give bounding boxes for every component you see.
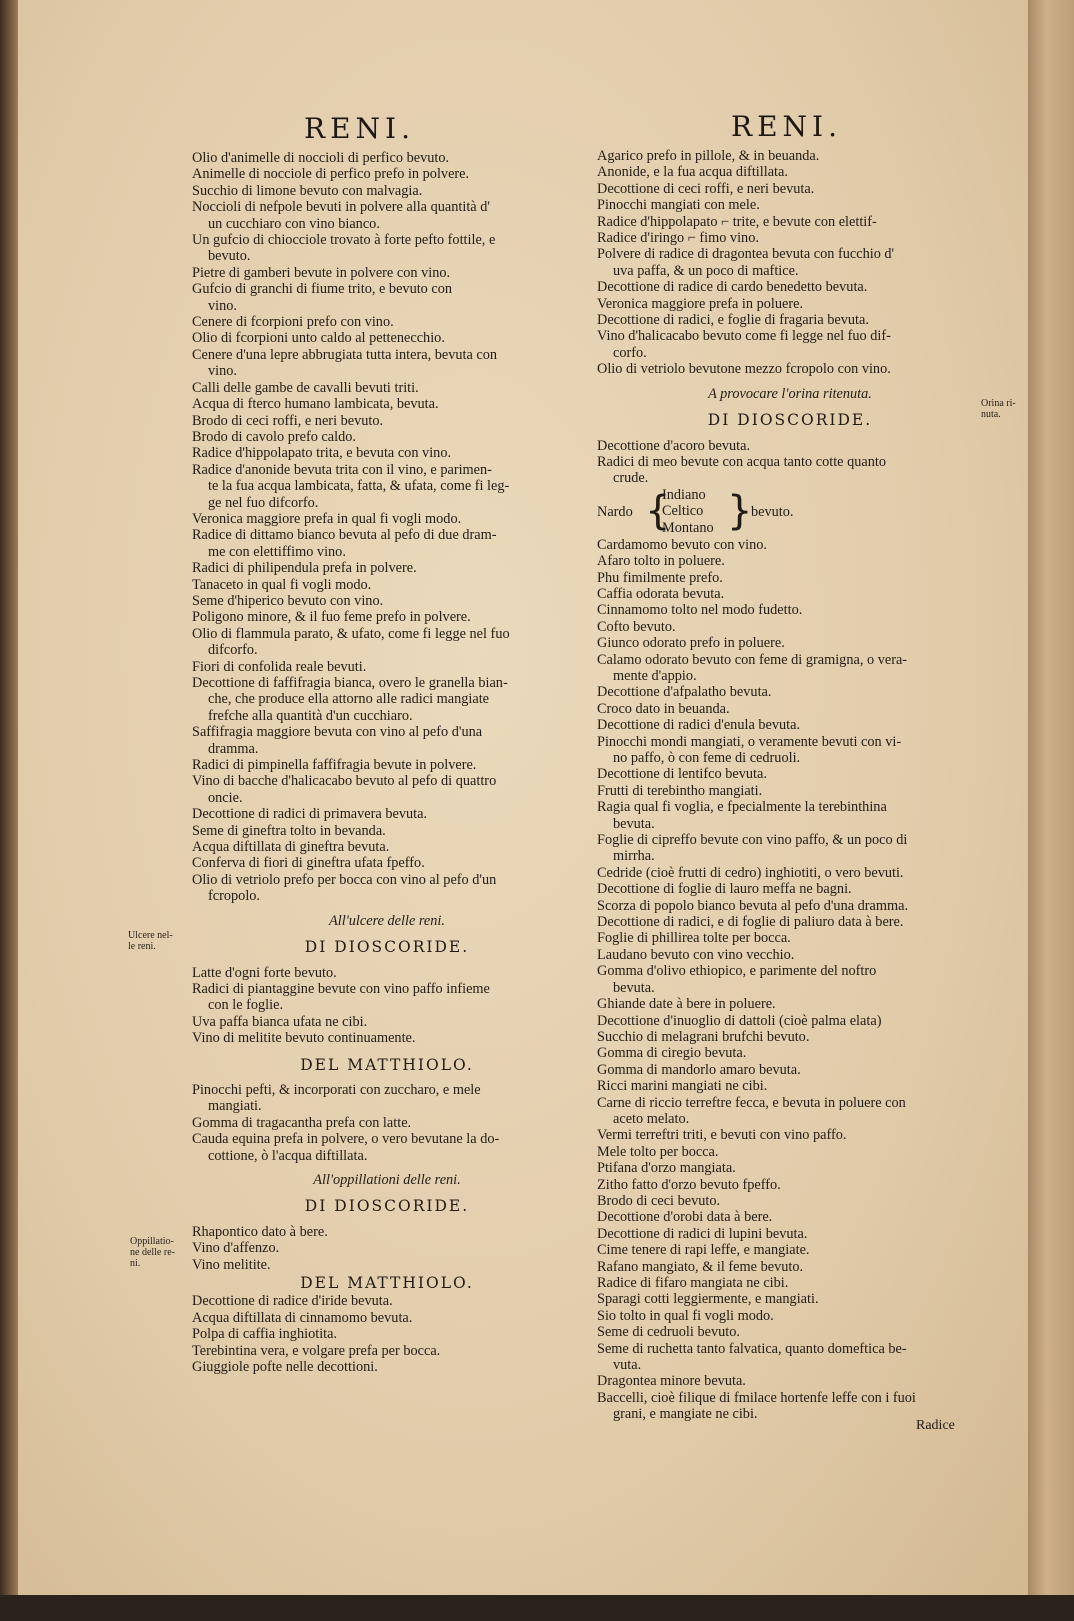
remedy-continuation: bevuto.: [208, 248, 251, 265]
remedy-entry: Gomma di ciregio bevuta.: [597, 1045, 747, 1062]
remedy-entry: Succhio di limone bevuto con malvagia.: [192, 182, 423, 199]
remedy-entry: Gomma d'olivo ethiopico, e parimente del noftro: [597, 963, 877, 980]
nardo-option: Celtico: [662, 503, 704, 520]
remedy-entry: Decottione di radici di lupini bevuta.: [597, 1225, 808, 1242]
remedy-continuation: vuta.: [613, 1357, 642, 1374]
remedy-entry: Foglie di phillirea tolte per bocca.: [597, 930, 791, 947]
remedy-entry: Radici di meo bevute con acqua tanto cotte quanto: [597, 453, 887, 470]
section-heading: DI DIOSCORIDE.: [707, 411, 873, 430]
remedy-entry: Decottione di radici di primavera bevuta.: [192, 806, 428, 823]
remedy-continuation: che, che produce ella attorno alle radici mangiate: [208, 691, 490, 708]
remedy-entry: Latte d'ogni forte bevuto.: [192, 964, 337, 981]
nardo-tail: bevuto.: [751, 503, 794, 520]
margin-note-ulcere: Ulcere nel- le reni.: [128, 930, 173, 952]
remedy-entry: Radice d'hippolapato trita, e bevuta con vino.: [192, 445, 452, 462]
remedy-entry: Olio di vetriolo bevutone mezzo fcropolo con vino.: [597, 361, 891, 378]
remedy-entry: Polvere di radice di dragontea bevuta con fucchio d': [597, 246, 895, 263]
remedy-entry: Anonide, e la fua acqua diftillata.: [597, 164, 788, 181]
remedy-entry: Radice d'anonide bevuta trita con il vino, e parimen-: [192, 461, 492, 478]
remedy-entry: Afaro tolto in poluere.: [597, 553, 725, 570]
remedy-entry: Cenere di fcorpioni prefo con vino.: [192, 314, 394, 331]
remedy-continuation: fcropolo.: [208, 888, 261, 905]
remedy-continuation: vino.: [208, 363, 237, 380]
remedy-continuation: uva paffa, & un poco di maftice.: [613, 262, 799, 279]
remedy-entry: Cenere d'una lepre abbrugiata tutta intera, bevuta con: [192, 346, 498, 363]
remedy-entry: Noccioli di nefpole bevuti in polvere alla quantità d': [192, 199, 490, 216]
remedy-entry: Decottione d'orobi data à bere.: [597, 1209, 773, 1226]
section-heading: DI DIOSCORIDE.: [304, 938, 470, 957]
remedy-entry: Conferva di fiori di gineftra ufata fpeffo.: [192, 855, 425, 872]
remedy-entry: Decottione di radice di cardo benedetto bevuta.: [597, 279, 868, 296]
remedy-continuation: difcorfo.: [208, 642, 258, 659]
remedy-entry: Decottione di radici, e foglie di fragaria bevuta.: [597, 312, 869, 329]
remedy-entry: Scorza di popolo bianco bevuta al pefo d'una dramma.: [597, 897, 909, 914]
remedy-continuation: aceto melato.: [613, 1110, 690, 1127]
remedy-entry: Cauda equina prefa in polvere, o vero bevutane la do-: [192, 1131, 500, 1148]
remedy-entry: Seme di ruchetta tanto falvatica, quanto domeftica be-: [597, 1340, 907, 1357]
remedy-entry: Gomma di tragacantha prefa con latte.: [192, 1114, 412, 1131]
remedy-entry: Calli delle gambe de cavalli bevuti triti.: [192, 379, 419, 396]
remedy-continuation: dramma.: [208, 740, 259, 757]
remedy-continuation: vino.: [208, 297, 237, 314]
left-column: [192, 150, 582, 1375]
remedy-entry: Sparagi cotti leggiermente, e mangiati.: [597, 1291, 819, 1308]
page-bottom-shadow: [0, 1595, 1074, 1621]
remedy-continuation: cottione, ò l'acqua diftillata.: [208, 1147, 368, 1164]
remedy-continuation: un cucchiaro con vino bianco.: [208, 215, 380, 232]
remedy-entry: Radici di piantaggine bevute con vino paffo infieme: [192, 980, 490, 997]
remedy-entry: Giunco odorato prefo in poluere.: [597, 635, 785, 652]
remedy-continuation: con le foglie.: [208, 997, 284, 1014]
remedy-entry: Fiori di confolida reale bevuti.: [192, 658, 367, 675]
remedy-entry: Ghiande date à bere in poluere.: [597, 996, 776, 1013]
running-head-right: RENI.: [731, 110, 842, 143]
remedy-entry: Veronica maggiore prefa in poluere.: [597, 295, 804, 312]
remedy-entry: Radici di philipendula prefa in polvere.: [192, 560, 417, 577]
remedy-entry: Decottione d'acoro bevuta.: [597, 437, 751, 454]
remedy-entry: Foglie di cipreffo bevute con vino paffo, & un poco di: [597, 832, 908, 849]
remedy-entry: Gufcio di granchi di fiume trito, e bevuto con: [192, 281, 453, 298]
remedy-entry: Brodo di ceci roffi, e neri bevuto.: [192, 412, 384, 429]
remedy-entry: Poligono minore, & il fuo feme prefo in polvere.: [192, 609, 471, 626]
remedy-entry: Animelle di nocciole di perfico prefo in polvere.: [192, 166, 470, 183]
remedy-entry: Acqua diftillata di cinnamomo bevuta.: [192, 1309, 413, 1326]
remedy-continuation: crude.: [613, 470, 649, 487]
remedy-entry: Acqua di fterco humano lambicata, bevuta.: [192, 396, 439, 413]
remedy-entry: Ptifana d'orzo mangiata.: [597, 1160, 736, 1177]
remedy-entry: Cime tenere di rapi leffe, e mangiate.: [597, 1242, 810, 1259]
remedy-entry: Rhapontico dato à bere.: [192, 1223, 328, 1240]
remedy-entry: Decottione di radici, e di foglie di paliuro data à bere.: [597, 914, 904, 931]
remedy-entry: Saffifragia maggiore bevuta con vino al pefo d'una: [192, 724, 483, 741]
remedy-entry: Agarico prefo in pillole, & in beuanda.: [597, 148, 820, 164]
left-brace-icon: {: [645, 487, 671, 534]
remedy-entry: Mele tolto per bocca.: [597, 1143, 719, 1160]
remedy-continuation: mente d'appio.: [613, 667, 697, 684]
remedy-entry: Phu fimilmente prefo.: [597, 569, 723, 586]
remedy-entry: Laudano bevuto con vino vecchio.: [597, 946, 795, 963]
remedy-entry: Zitho fatto d'orzo bevuto fpeffo.: [597, 1176, 781, 1193]
remedy-entry: Caffia odorata bevuta.: [597, 585, 725, 602]
section-heading: DEL MATTHIOLO.: [300, 1274, 474, 1292]
remedy-continuation: ge nel fuo difcorfo.: [208, 494, 319, 511]
remedy-continuation: frefche alla quantità d'un cucchiaro.: [208, 707, 413, 724]
remedy-entry: Ricci marini mangiati ne cibi.: [597, 1078, 768, 1095]
remedy-entry: Sio tolto in qual fi vogli modo.: [597, 1307, 774, 1324]
right-column: [597, 148, 983, 1423]
remedy-entry: Gomma di mandorlo amaro bevuta.: [597, 1061, 801, 1078]
running-head-left: RENI.: [304, 112, 415, 145]
remedy-continuation: no paffo, ò con feme di cedruoli.: [613, 750, 801, 766]
remedy-entry: Cardamomo bevuto con vino.: [597, 536, 767, 553]
remedy-continuation: mangiati.: [208, 1098, 262, 1115]
remedy-entry: Olio d'animelle di noccioli di perfico bevuto.: [192, 150, 450, 166]
remedy-entry: Uva paffa bianca ufata ne cibi.: [192, 1013, 368, 1030]
remedy-entry: Baccelli, cioè filique di fmilace hortenfe leffe con i fuoi: [597, 1389, 916, 1406]
remedy-entry: Cedride (cioè frutti di cedro) inghiotiti, o vero bevuti.: [597, 864, 904, 881]
remedy-entry: Radice di fifaro mangiata ne cibi.: [597, 1275, 789, 1291]
remedy-entry: Croco dato in beuanda.: [597, 700, 730, 717]
remedy-entry: Cinnamomo tolto nel modo fudetto.: [597, 602, 803, 619]
remedy-entry: Decottione di radici d'enula bevuta.: [597, 717, 801, 734]
remedy-continuation: te la fua acqua lambicata, fatta, & ufata, come fi leg-: [208, 478, 510, 495]
subsection-title: All'oppillationi delle reni.: [313, 1171, 461, 1188]
nardo-option: Indiano: [662, 486, 706, 503]
remedy-entry: Pinocchi pefti, & incorporati con zuccharo, e mele: [192, 1081, 481, 1098]
remedy-entry: Dragontea minore bevuta.: [597, 1373, 746, 1390]
remedy-entry: Olio di vetriolo prefo per bocca con vino al pefo d'un: [192, 871, 497, 888]
remedy-entry: Radici di pimpinella faffifragia bevute in polvere.: [192, 757, 477, 774]
remedy-entry: Brodo di cavolo prefo caldo.: [192, 428, 356, 445]
remedy-entry: Olio di fcorpioni unto caldo al pettenecchio.: [192, 330, 445, 347]
nardo-label: Nardo: [597, 503, 633, 520]
remedy-entry: Radice d'iringo ⌐ fimo vino.: [597, 230, 759, 247]
nardo-options: [662, 487, 714, 536]
remedy-entry: Vino d'halicacabo bevuto come fi legge nel fuo dif-: [597, 328, 891, 345]
remedy-entry: Vermi terreftri triti, e bevuti con vino paffo.: [597, 1127, 847, 1144]
remedy-entry: Pinocchi mangiati con mele.: [597, 197, 760, 214]
remedy-entry: Rafano mangiato, & il feme bevuto.: [597, 1258, 804, 1275]
remedy-continuation: oncie.: [208, 789, 243, 806]
section-heading: DI DIOSCORIDE.: [304, 1197, 470, 1216]
remedy-entry: Vino d'affenzo.: [192, 1240, 280, 1257]
next-leaf-edge: [1028, 0, 1074, 1621]
remedy-entry: Radice d'hippolapato ⌐ trite, e bevute con elettif-: [597, 213, 877, 230]
remedy-entry: Decottione d'inuoglio di dattoli (cioè palma elata): [597, 1012, 882, 1029]
catchword: Radice: [916, 1418, 955, 1433]
nardo-option: Montano: [662, 519, 714, 536]
remedy-entry: Pietre di gamberi bevute in polvere con vino.: [192, 264, 451, 281]
remedy-entry: Succhio di melagrani brufchi bevuto.: [597, 1028, 810, 1045]
remedy-continuation: me con elettiffimo vino.: [208, 543, 346, 560]
remedy-entry: Decottione di faffifragia bianca, overo le granella bian-: [192, 675, 508, 691]
remedy-entry: Tanaceto in qual fi vogli modo.: [192, 576, 372, 593]
remedy-entry: Seme di gineftra tolto in bevanda.: [192, 822, 386, 839]
right-brace-icon: }: [727, 487, 753, 534]
section-heading: DEL MATTHIOLO.: [300, 1055, 474, 1074]
margin-note-orina: Orina ri- nuta.: [981, 398, 1016, 420]
remedy-entry: Cofto bevuto.: [597, 618, 676, 635]
remedy-entry: Un gufcio di chiocciole trovato à forte pefto fottile, e: [192, 232, 496, 249]
remedy-entry: Seme di cedruoli bevuto.: [597, 1324, 740, 1341]
margin-note-oppillatione: Oppillatio- ne delle re- ni.: [130, 1236, 175, 1269]
remedy-entry: Vino di bacche d'halicacabo bevuto al pefo di quattro: [192, 773, 497, 790]
subsection-title: All'ulcere delle reni.: [329, 912, 445, 929]
remedy-entry: Brodo di ceci bevuto.: [597, 1192, 721, 1209]
remedy-entry: Calamo odorato bevuto con feme di gramigna, o vera-: [597, 651, 908, 668]
nardo-bracket-entry: [597, 487, 983, 537]
remedy-entry: Decottione di foglie di lauro meffa ne bagni.: [597, 881, 852, 898]
remedy-entry: Acqua diftillata di gineftra bevuta.: [192, 839, 390, 856]
remedy-entry: Polpa di caffia inghiotita.: [192, 1326, 338, 1343]
remedy-entry: Vino melitite.: [192, 1256, 271, 1273]
remedy-continuation: bevuta.: [613, 979, 655, 996]
remedy-continuation: grani, e mangiate ne cibi.: [613, 1406, 758, 1423]
remedy-entry: Decottione di lentifco bevuta.: [597, 766, 767, 783]
remedy-entry: Veronica maggiore prefa in qual fi vogli modo.: [192, 510, 462, 527]
remedy-continuation: corfo.: [613, 344, 647, 361]
remedy-entry: Terebintina vera, e volgare prefa per bocca.: [192, 1342, 441, 1359]
remedy-entry: Decottione d'afpalatho bevuta.: [597, 684, 772, 701]
remedy-entry: Vino di melitite bevuto continuamente.: [192, 1030, 416, 1047]
subsection-title: A provocare l'orina ritenuta.: [708, 385, 872, 402]
remedy-entry: Ragia qual fi voglia, e fpecialmente la terebinthina: [597, 799, 887, 816]
remedy-continuation: mirrha.: [613, 848, 655, 865]
remedy-entry: Giuggiole pofte nelle decottioni.: [192, 1359, 378, 1376]
remedy-continuation: bevuta.: [613, 815, 655, 832]
remedy-entry: Frutti di terebintho mangiati.: [597, 782, 763, 799]
remedy-entry: Radice di dittamo bianco bevuta al pefo di due dram-: [192, 527, 497, 544]
remedy-entry: Carne di riccio terreftre fecca, e bevuta in poluere con: [597, 1094, 906, 1111]
remedy-entry: Decottione di ceci roffi, e neri bevuta.: [597, 180, 815, 197]
remedy-entry: Pinocchi mondi mangiati, o veramente bevuti con vi-: [597, 733, 902, 750]
remedy-entry: Olio di flammula parato, & ufato, come fi legge nel fuo: [192, 625, 510, 642]
remedy-entry: Seme d'hiperico bevuto con vino.: [192, 592, 384, 609]
remedy-entry: Decottione di radice d'iride bevuta.: [192, 1293, 393, 1310]
